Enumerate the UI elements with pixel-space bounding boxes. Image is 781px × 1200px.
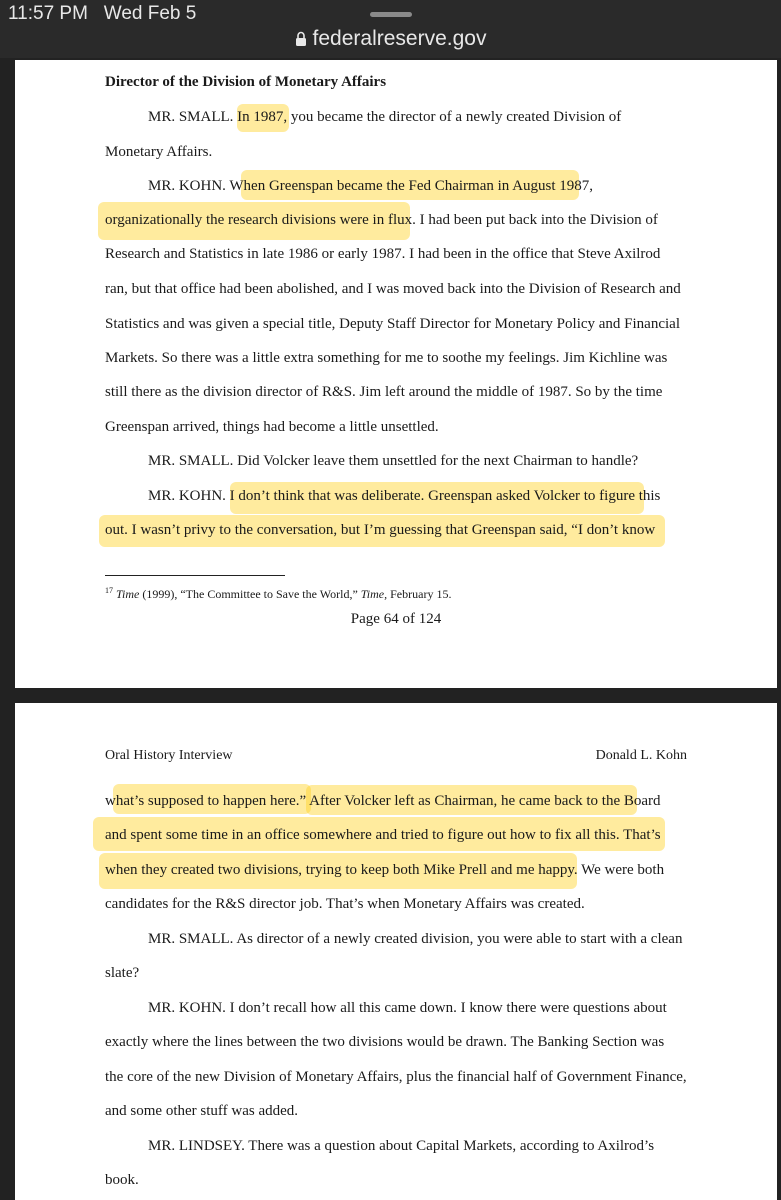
page-number: Page 64 of 124: [350, 611, 442, 627]
status-time-date: 11:57 PM Wed Feb 5: [8, 3, 197, 24]
footnote-date: February 15.: [387, 587, 452, 601]
paragraph-line: MR. KOHN. I don’t recall how all this came down. I know there were questions about: [148, 1000, 667, 1016]
paragraph-line: when they created two divisions, trying to keep both Mike Prell and me happy. We were both: [105, 862, 665, 878]
paragraph-line: MR. SMALL. Did Volcker leave them unsettled for the next Chairman to handle?: [148, 453, 639, 469]
paragraph-line: still there as the division director of R&S. Jim left around the middle of 1987. So by the time: [105, 384, 663, 400]
running-header-right: Donald L. Kohn: [595, 748, 687, 763]
paragraph-line: MR. LINDSEY. There was a question about Capital Markets, according to Axilrod’s: [148, 1138, 655, 1154]
footnote-number: 17: [105, 586, 113, 595]
paragraph-line: slate?: [105, 965, 140, 981]
address-bar[interactable]: [0, 27, 781, 51]
footnote-text: (1999), “The Committee to Save the World,”: [139, 587, 361, 601]
footnote-source: Time: [116, 587, 140, 601]
status-bar: [0, 0, 781, 58]
paragraph-line: out. I wasn’t privy to the conversation, but I’m guessing that Greenspan said, “I don’t know: [105, 522, 656, 538]
footnote-divider: [105, 575, 285, 576]
paragraph-line: MR. KOHN. I don’t think that was deliberate. Greenspan asked Volcker to figure this: [148, 488, 661, 504]
paragraph-line: Statistics and was given a special title, Deputy Staff Director for Monetary Policy and Financial: [105, 316, 680, 332]
paragraph-line: MR. SMALL. In 1987, you became the director of a newly created Division of: [148, 109, 622, 125]
paragraph-line: Research and Statistics in late 1986 or early 1987. I had been in the office that Steve Axilrod: [105, 246, 661, 262]
paragraph-line: what’s supposed to happen here.” After Volcker left as Chairman, he came back to the Board: [105, 793, 661, 809]
paragraph-line: MR. KOHN. When Greenspan became the Fed Chairman in August 1987,: [148, 178, 594, 194]
paragraph-line: Greenspan arrived, things had become a little unsettled.: [105, 419, 439, 435]
url-text: federalreserve.gov: [312, 27, 487, 50]
document-page-64: [15, 60, 777, 688]
lock-icon: [295, 31, 307, 47]
paragraph-line: and some other stuff was added.: [105, 1103, 299, 1119]
section-heading: Director of the Division of Monetary Affairs: [105, 74, 387, 90]
footnote: [105, 582, 451, 603]
paragraph-line: Markets. So there was a little extra something for me to soothe my feelings. Jim Kichline was: [105, 350, 668, 366]
paragraph-line: Monetary Affairs.: [105, 144, 213, 160]
document-page-65: [15, 703, 777, 1200]
paragraph-line: book.: [105, 1172, 139, 1188]
paragraph-line: candidates for the R&S director job. That’s when Monetary Affairs was created.: [105, 896, 585, 912]
paragraph-line: ran, but that office had been abolished, and I was moved back into the Division of Research and: [105, 281, 681, 297]
running-header-left: Oral History Interview: [105, 748, 233, 763]
paragraph-line: exactly where the lines between the two divisions would be drawn. The Banking Section was: [105, 1034, 665, 1050]
paragraph-line: the core of the new Division of Monetary Affairs, plus the financial half of Government Finance,: [105, 1069, 687, 1085]
paragraph-line: and spent some time in an office somewhere and tried to figure out how to fix all this. That’s: [105, 827, 661, 843]
paragraph-line: MR. SMALL. As director of a newly created division, you were able to start with a clean: [148, 931, 683, 947]
multitask-handle[interactable]: [370, 12, 412, 17]
footnote-source-2: Time,: [360, 587, 388, 601]
paragraph-line: organizationally the research divisions were in flux. I had been put back into the Division of: [105, 212, 658, 228]
